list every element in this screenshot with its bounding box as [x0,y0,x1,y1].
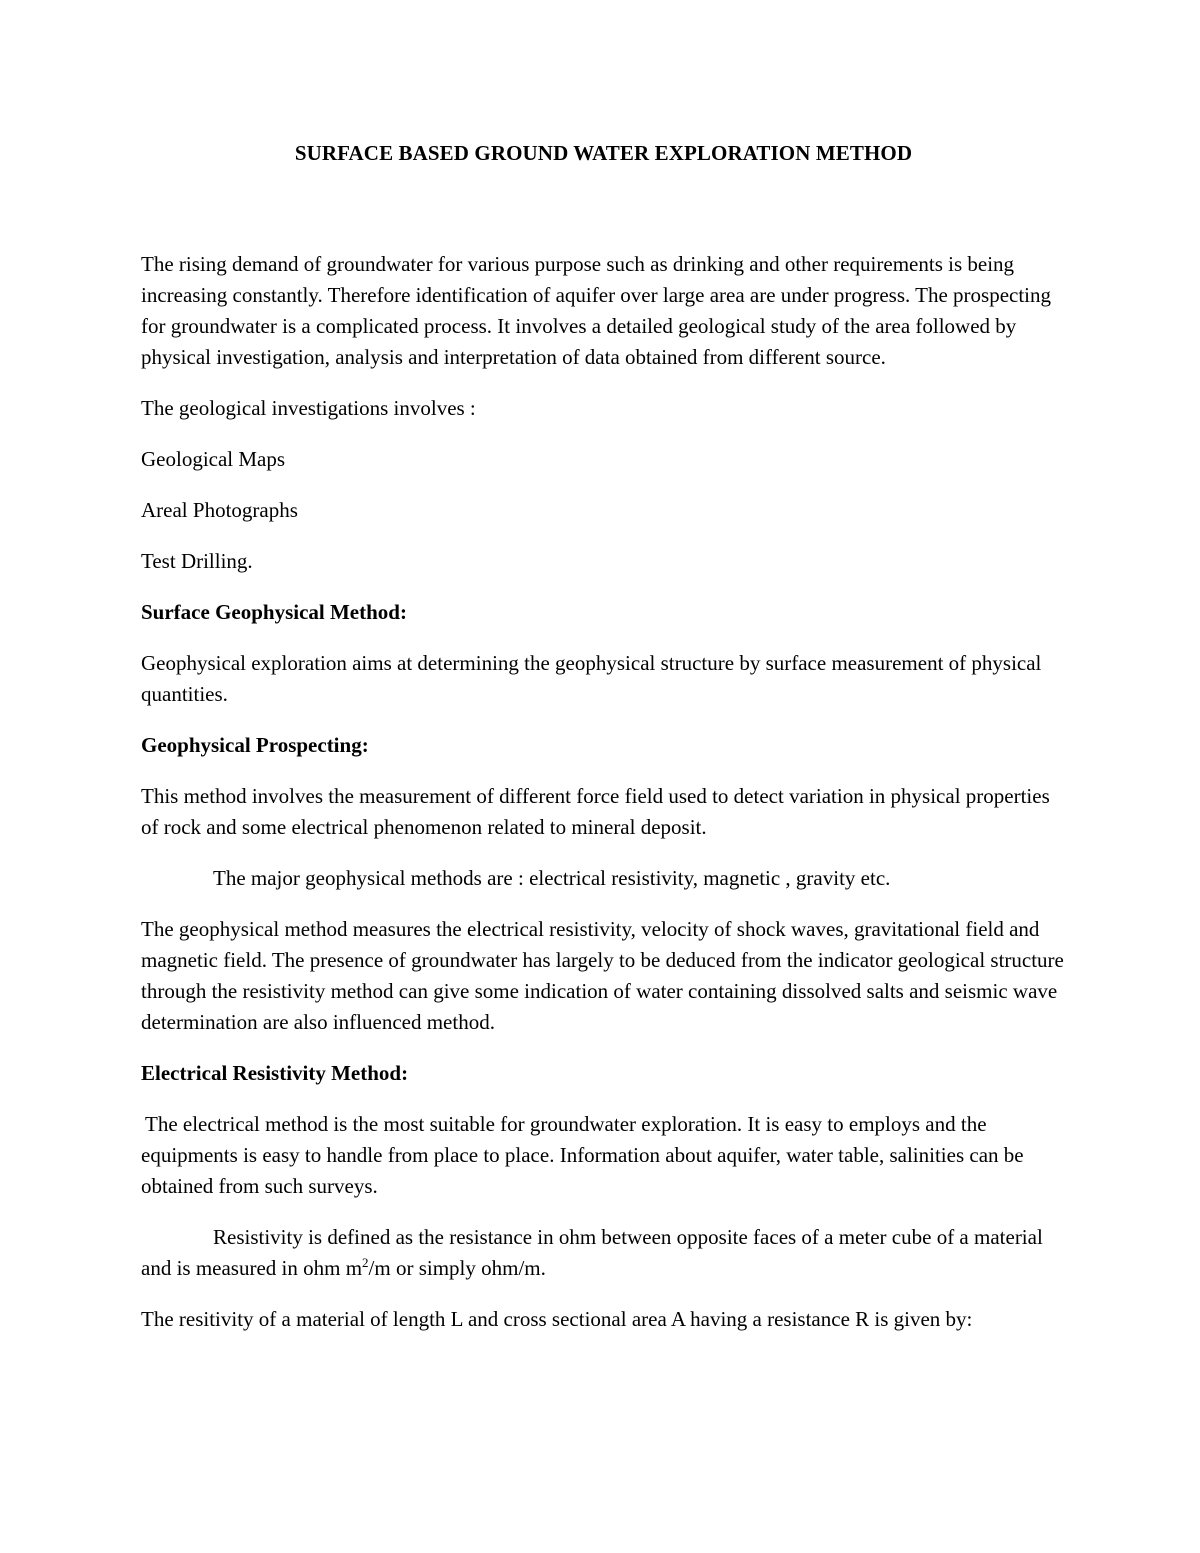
document-title: SURFACE BASED GROUND WATER EXPLORATION METHOD [294,141,913,165]
geophysical-measures-paragraph: The geophysical method measures the electrical resistivity, velocity of shock waves, gravitational field and magnetic field. The presence of groundwater has largely to be deduced from the indicator geological structure through the resistivity method can give some indication of water containing dissolved salts and seismic wave determination are also influenced method. [141,917,1064,1034]
investigation-item-photographs: Areal Photographs [141,498,298,522]
section-heading-geophysical-prospecting: Geophysical Prospecting: [141,733,369,757]
document-page [141,138,1066,1355]
investigation-item-drilling: Test Drilling. [141,549,253,573]
resistivity-definition-paragraph [141,1222,1066,1284]
geophysical-prospecting-paragraph: This method involves the measurement of different force field used to detect variation in physical properties of rock and some electrical phenomenon related to mineral deposit. [141,784,1050,839]
resistivity-formula-intro: The resitivity of a material of length L and cross sectional area A having a resistance R is given by: [141,1307,973,1331]
electrical-resistivity-paragraph: The electrical method is the most suitable for groundwater exploration. It is easy to employs and the equipments is easy to handle from place to place. Information about aquifer, water table, salinities can be obtained from such surveys. [141,1112,1024,1198]
intro-paragraph: The rising demand of groundwater for various purpose such as drinking and other requirements is being increasing constantly. Therefore identification of aquifer over large area are under progress. The prospecting for groundwater is a complicated process. It involves a detailed geological study of the area followed by physical investigation, analysis and interpretation of data obtained from different source. [141,252,1052,369]
resistivity-definition-text: Resistivity is defined as the resistance in ohm between opposite faces of a meter cube of a material and is measured in ohm m [141,1225,1043,1280]
superscript-exponent: 2 [362,1255,369,1270]
section-heading-electrical-resistivity: Electrical Resistivity Method: [141,1061,409,1085]
resistivity-definition-unit: /m or simply ohm/m. [368,1256,546,1280]
investigations-intro: The geological investigations involves : [141,396,476,420]
investigation-item-maps: Geological Maps [141,447,286,471]
major-methods-paragraph: The major geophysical methods are : electrical resistivity, magnetic , gravity etc. [213,866,891,890]
section-heading-surface-geophysical: Surface Geophysical Method: [141,600,407,624]
surface-geophysical-paragraph: Geophysical exploration aims at determining the geophysical structure by surface measurement of physical quantities. [141,651,1042,706]
